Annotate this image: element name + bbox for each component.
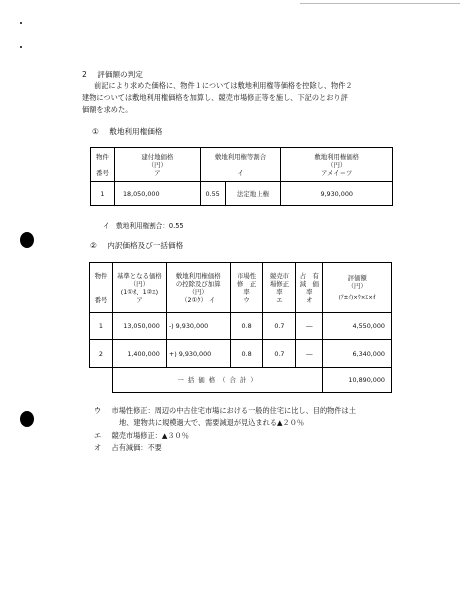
paragraph-line: 前記により求めた価格に、物件１については敷地利用権等価格を控除し、物件２: [94, 81, 353, 90]
cell-base: 13,050,000: [112, 313, 166, 340]
section-heading: [82, 70, 143, 79]
scan-speck: [20, 22, 22, 24]
cell-adjustment: -) 9,930,000: [166, 313, 230, 340]
subsection-title: 内訳価格及び一括価格: [107, 241, 184, 250]
subsection-marker: ②: [90, 241, 97, 250]
table-header-row: [91, 148, 393, 182]
total-value: 10,890,000: [323, 368, 392, 393]
subsection-heading: [90, 241, 183, 250]
cell-value: 9,930,000: [281, 182, 393, 206]
subsection-title: 敷地利用権価格: [109, 127, 163, 136]
note-text: 競売市場修正：▲３０％: [111, 431, 189, 440]
subsection-heading: [92, 127, 162, 136]
punch-hole: [20, 232, 34, 248]
section-title: 評価額の判定: [97, 70, 143, 79]
scan-speck: [20, 46, 22, 48]
paragraph-line: 建物については敷地利用権価格を加算し、競売市場修正等を施し、下記のとおり評: [82, 93, 348, 102]
table-row: [91, 182, 393, 206]
cell-occupancy-rate: ―: [296, 313, 323, 340]
table-row: [90, 340, 392, 368]
site-use-right-table: [90, 147, 393, 206]
cell-no: 1: [90, 313, 113, 340]
header-cell: 市場性 修 正 率 ウ: [230, 263, 263, 313]
cell-adjustment: +) 9,930,000: [166, 340, 230, 368]
cell-no: 2: [90, 340, 113, 368]
header-cell: 建付地価格 （円） ア: [114, 148, 200, 182]
note-marker: エ: [94, 431, 102, 440]
cell-value: 6,340,000: [323, 340, 392, 368]
cell-market-rate: 0.8: [230, 340, 263, 368]
note-marker: オ: [94, 443, 102, 452]
note-marker: ウ: [94, 406, 102, 415]
cell-market-rate: 0.8: [230, 313, 263, 340]
cell-ratio: 0.55: [200, 182, 225, 206]
header-cell: 敷地利用権価格 の控除及び加算 （円） （2①ｸ） イ: [166, 263, 230, 313]
table-row: [90, 313, 392, 340]
note-o: [94, 443, 162, 452]
header-cell: 物件 番号: [91, 148, 115, 182]
cell-ratio-type: 法定地上権: [225, 182, 281, 206]
header-cell: 物件 番号: [90, 263, 113, 313]
scan-edge-line: [300, 3, 460, 4]
section-number: 2: [82, 70, 87, 79]
cell-occupancy-rate: ―: [296, 340, 323, 368]
header-cell: 敷地利用権等割合 イ: [200, 148, 281, 182]
header-cell: 競売市 場修正 率 エ: [263, 263, 296, 313]
breakdown-table: [89, 262, 392, 393]
total-label: 一 括 価 格 （ 合 計 ）: [112, 368, 322, 393]
header-cell: 占 有 減 価 率 オ: [296, 263, 323, 313]
header-cell: 評価額 （円） (ｱ±ｲ)×ｳ×ｴ×ｵ: [323, 263, 392, 313]
cell-auction-rate: 0.7: [263, 313, 296, 340]
blank-cell: [90, 368, 113, 393]
note-text: 地、建物共に規模過大で、需要減退が見込まれる▲２０％: [119, 418, 305, 427]
cell-price: 18,050,000: [114, 182, 200, 206]
cell-auction-rate: 0.7: [263, 340, 296, 368]
note-text: 市場性修正：周辺の中古住宅市場における一般的住宅に比し、目的物件は土: [111, 406, 356, 415]
header-cell: 敷地利用権価格 （円） アメイ＝ツ: [281, 148, 393, 182]
punch-hole: [20, 411, 34, 427]
cell-value: 4,550,000: [323, 313, 392, 340]
subsection-marker: ①: [92, 127, 99, 136]
note-u: [94, 406, 356, 415]
note-e: [94, 431, 189, 440]
header-cell: 基準となる価格 （円） (1①ｵ、1②ｴ) ア: [112, 263, 166, 313]
table-header-row: [90, 263, 392, 313]
table-total-row: [90, 368, 392, 393]
note-text: 占有減価：不要: [111, 443, 162, 452]
paragraph-line: 価額を求めた。: [82, 105, 133, 114]
cell-no: 1: [91, 182, 115, 206]
ratio-note: イ 敷地利用権割合：0.55: [103, 222, 184, 230]
cell-base: 1,400,000: [112, 340, 166, 368]
